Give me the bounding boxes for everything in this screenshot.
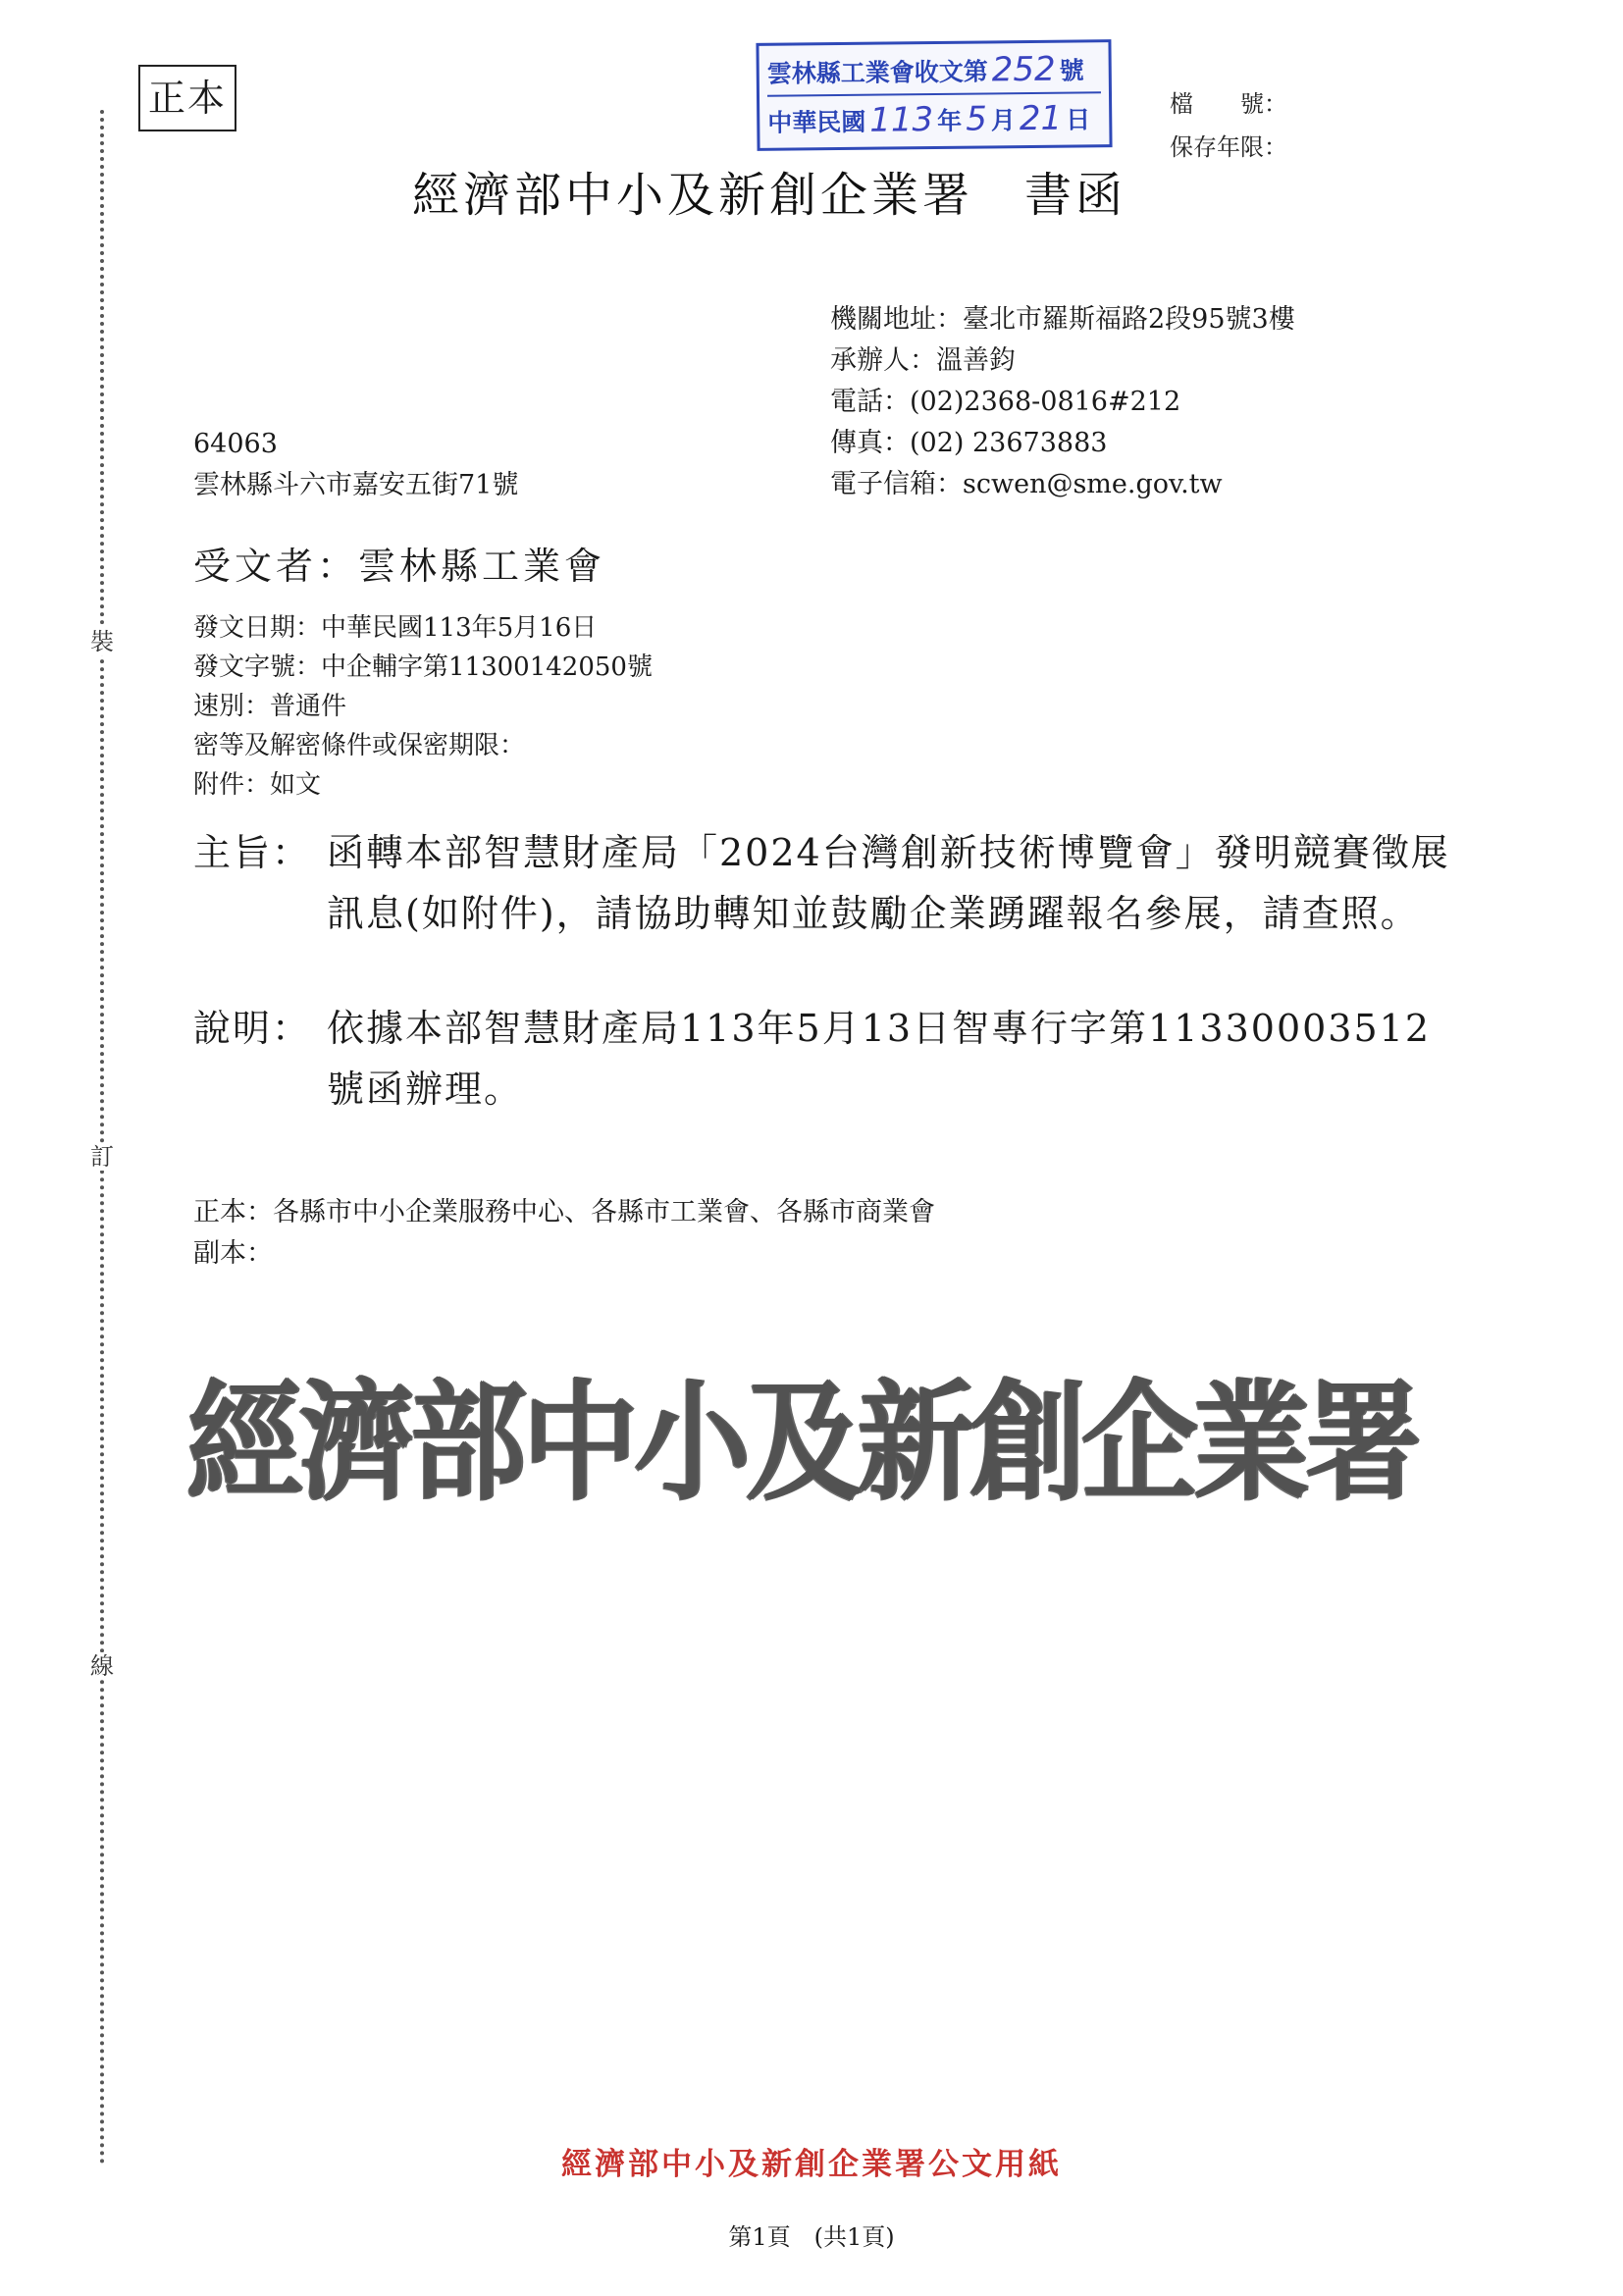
binding-line	[100, 110, 104, 2166]
stamp-day-label: 日	[1065, 105, 1091, 134]
stamp-date-prefix: 中華民國	[767, 107, 866, 137]
agency-seal: 經濟部中小及新創企業署	[186, 1366, 1418, 1519]
binding-mark-bottom: 線	[86, 1652, 118, 1680]
recipient: 受文者：雲林縣工業會	[193, 545, 606, 588]
subject-paragraph	[193, 822, 1469, 944]
stamp-year-label: 年	[937, 106, 963, 135]
retention-period-label: 保存年限：	[1170, 133, 1287, 161]
agency-contact	[830, 299, 1295, 505]
recipient-address: 雲林縣斗六市嘉安五街71號	[193, 470, 519, 500]
agency-email: 電子信箱：scwen@sme.gov.tw	[830, 469, 1223, 499]
issue-date: 發文日期：中華民國113年5月16日	[193, 613, 598, 643]
stamp-day: 21	[1019, 98, 1063, 139]
stamp-month: 5	[965, 99, 988, 139]
stamp-receipt-suffix: 號	[1059, 56, 1084, 85]
document-meta	[193, 608, 653, 805]
archive-info	[1170, 82, 1287, 169]
handler-name: 承辦人：溫善鈞	[830, 345, 1016, 376]
stamp-receipt-prefix: 雲林縣工業會收文第	[766, 57, 988, 88]
distribution-list	[193, 1192, 935, 1275]
page-number: 第1頁 (共1頁)	[728, 2223, 895, 2251]
delivery-speed: 速別：普通件	[193, 692, 347, 721]
stamp-year: 113	[869, 100, 934, 140]
binding-mark-top: 裝	[86, 628, 118, 655]
copy-recipients: 副本：	[193, 1238, 273, 1269]
agency-address: 機關地址：臺北市羅斯福路2段95號3樓	[830, 304, 1295, 335]
stamp-row-receipt-number	[767, 46, 1101, 97]
stamp-receipt-number: 252	[991, 49, 1056, 90]
explanation-text: 依據本部智慧財產局113年5月13日智專行字第11330003512號函辦理。	[327, 1007, 1432, 1111]
postcode: 64063	[193, 429, 278, 459]
agency-phone: 電話：(02)2368-0816#212	[830, 387, 1181, 417]
mailing-address	[193, 424, 518, 506]
attachment-note: 附件：如文	[193, 770, 322, 800]
agency-fax: 傳真：(02) 23673883	[830, 428, 1108, 458]
archive-number-label: 檔 號：	[1170, 90, 1287, 118]
secrecy-level: 密等及解密條件或保密期限：	[193, 731, 526, 760]
subject-label: 主旨：	[193, 831, 312, 874]
receipt-stamp	[756, 39, 1112, 151]
stamp-row-date	[767, 95, 1101, 144]
stationery-footer: 經濟部中小及新創企業署公文用紙	[561, 2147, 1062, 2182]
explanation-label: 說明：	[193, 1007, 312, 1050]
document-number: 發文字號：中企輔字第11300142050號	[193, 652, 653, 682]
binding-mark-middle: 訂	[86, 1143, 118, 1171]
explanation-paragraph	[193, 998, 1469, 1120]
original-recipients: 正本：各縣市中小企業服務中心、各縣市工業會、各縣市商業會	[193, 1197, 935, 1227]
stamp-month-label: 月	[990, 106, 1017, 135]
subject-text: 函轉本部智慧財產局「2024台灣創新技術博覽會」發明競賽徵展訊息(如附件)，請協助轉知並鼓勵企業踴躍報名參展，請查照。	[327, 831, 1450, 935]
document-title: 經濟部中小及新創企業署 書函	[412, 168, 1127, 223]
copy-mark: 正本	[138, 65, 236, 131]
